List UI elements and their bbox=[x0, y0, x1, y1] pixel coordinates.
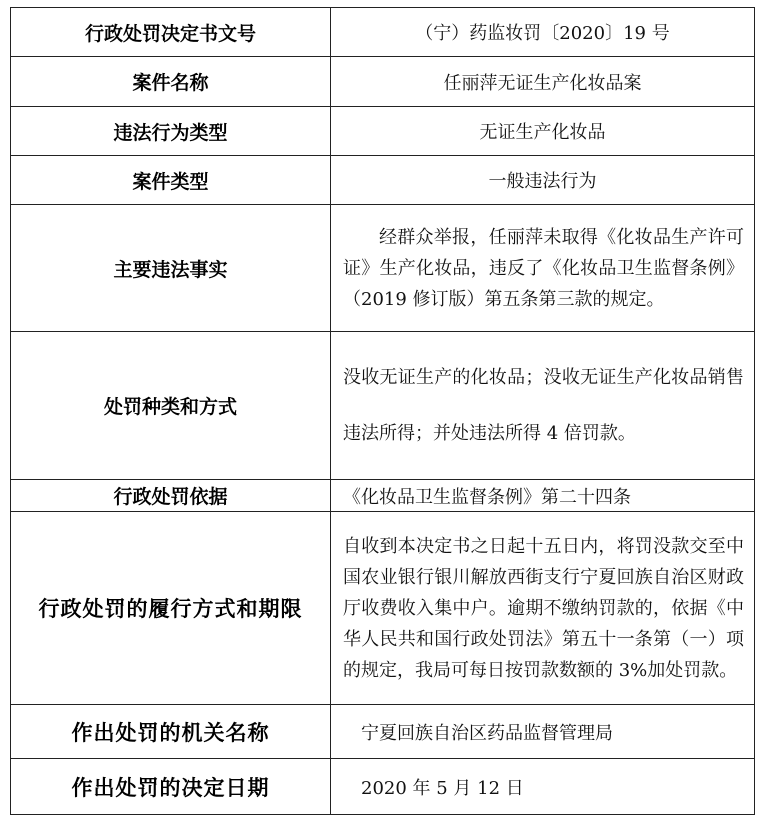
row-authority bbox=[11, 705, 755, 759]
label-violation-type: 违法行为类型 bbox=[11, 107, 331, 156]
label-decision-date: 作出处罚的决定日期 bbox=[11, 759, 331, 815]
row-decision-date bbox=[11, 759, 755, 815]
row-decision-number bbox=[11, 8, 755, 57]
value-case-name: 任丽萍无证生产化妆品案 bbox=[331, 57, 755, 107]
row-case-name bbox=[11, 57, 755, 107]
label-execution-method: 行政处罚的履行方式和期限 bbox=[11, 512, 331, 705]
label-authority: 作出处罚的机关名称 bbox=[11, 705, 331, 759]
label-penalty-kind: 处罚种类和方式 bbox=[11, 332, 331, 480]
row-case-type bbox=[11, 156, 755, 205]
label-decision-number: 行政处罚决定书文号 bbox=[11, 8, 331, 57]
value-legal-basis: 《化妆品卫生监督条例》第二十四条 bbox=[331, 480, 755, 512]
value-main-facts: 经群众举报，任丽萍未取得《化妆品生产许可证》生产化妆品，违反了《化妆品卫生监督条例》（2019 修订版）第五条第三款的规定。 bbox=[331, 205, 755, 332]
label-case-type: 案件类型 bbox=[11, 156, 331, 205]
row-execution-method bbox=[11, 512, 755, 705]
value-decision-date: 2020 年 5 月 12 日 bbox=[331, 759, 755, 815]
label-legal-basis: 行政处罚依据 bbox=[11, 480, 331, 512]
penalty-info-table bbox=[10, 7, 755, 815]
row-main-facts bbox=[11, 205, 755, 332]
value-case-type: 一般违法行为 bbox=[331, 156, 755, 205]
row-penalty-kind bbox=[11, 332, 755, 480]
value-penalty-kind: 没收无证生产的化妆品；没收无证生产化妆品销售违法所得；并处违法所得 4 倍罚款。 bbox=[331, 332, 755, 480]
label-main-facts: 主要违法事实 bbox=[11, 205, 331, 332]
row-legal-basis bbox=[11, 480, 755, 512]
value-authority: 宁夏回族自治区药品监督管理局 bbox=[331, 705, 755, 759]
label-case-name: 案件名称 bbox=[11, 57, 331, 107]
value-violation-type: 无证生产化妆品 bbox=[331, 107, 755, 156]
value-decision-number: （宁）药监妆罚〔2020〕19 号 bbox=[331, 8, 755, 57]
value-execution-method: 自收到本决定书之日起十五日内，将罚没款交至中国农业银行银川解放西街支行宁夏回族自治区财政厅收费收入集中户。逾期不缴纳罚款的，依据《中华人民共和国行政处罚法》第五十一条第（一）项的规定，我局可每日按罚款数额的 3%加处罚款。 bbox=[331, 512, 755, 705]
row-violation-type bbox=[11, 107, 755, 156]
